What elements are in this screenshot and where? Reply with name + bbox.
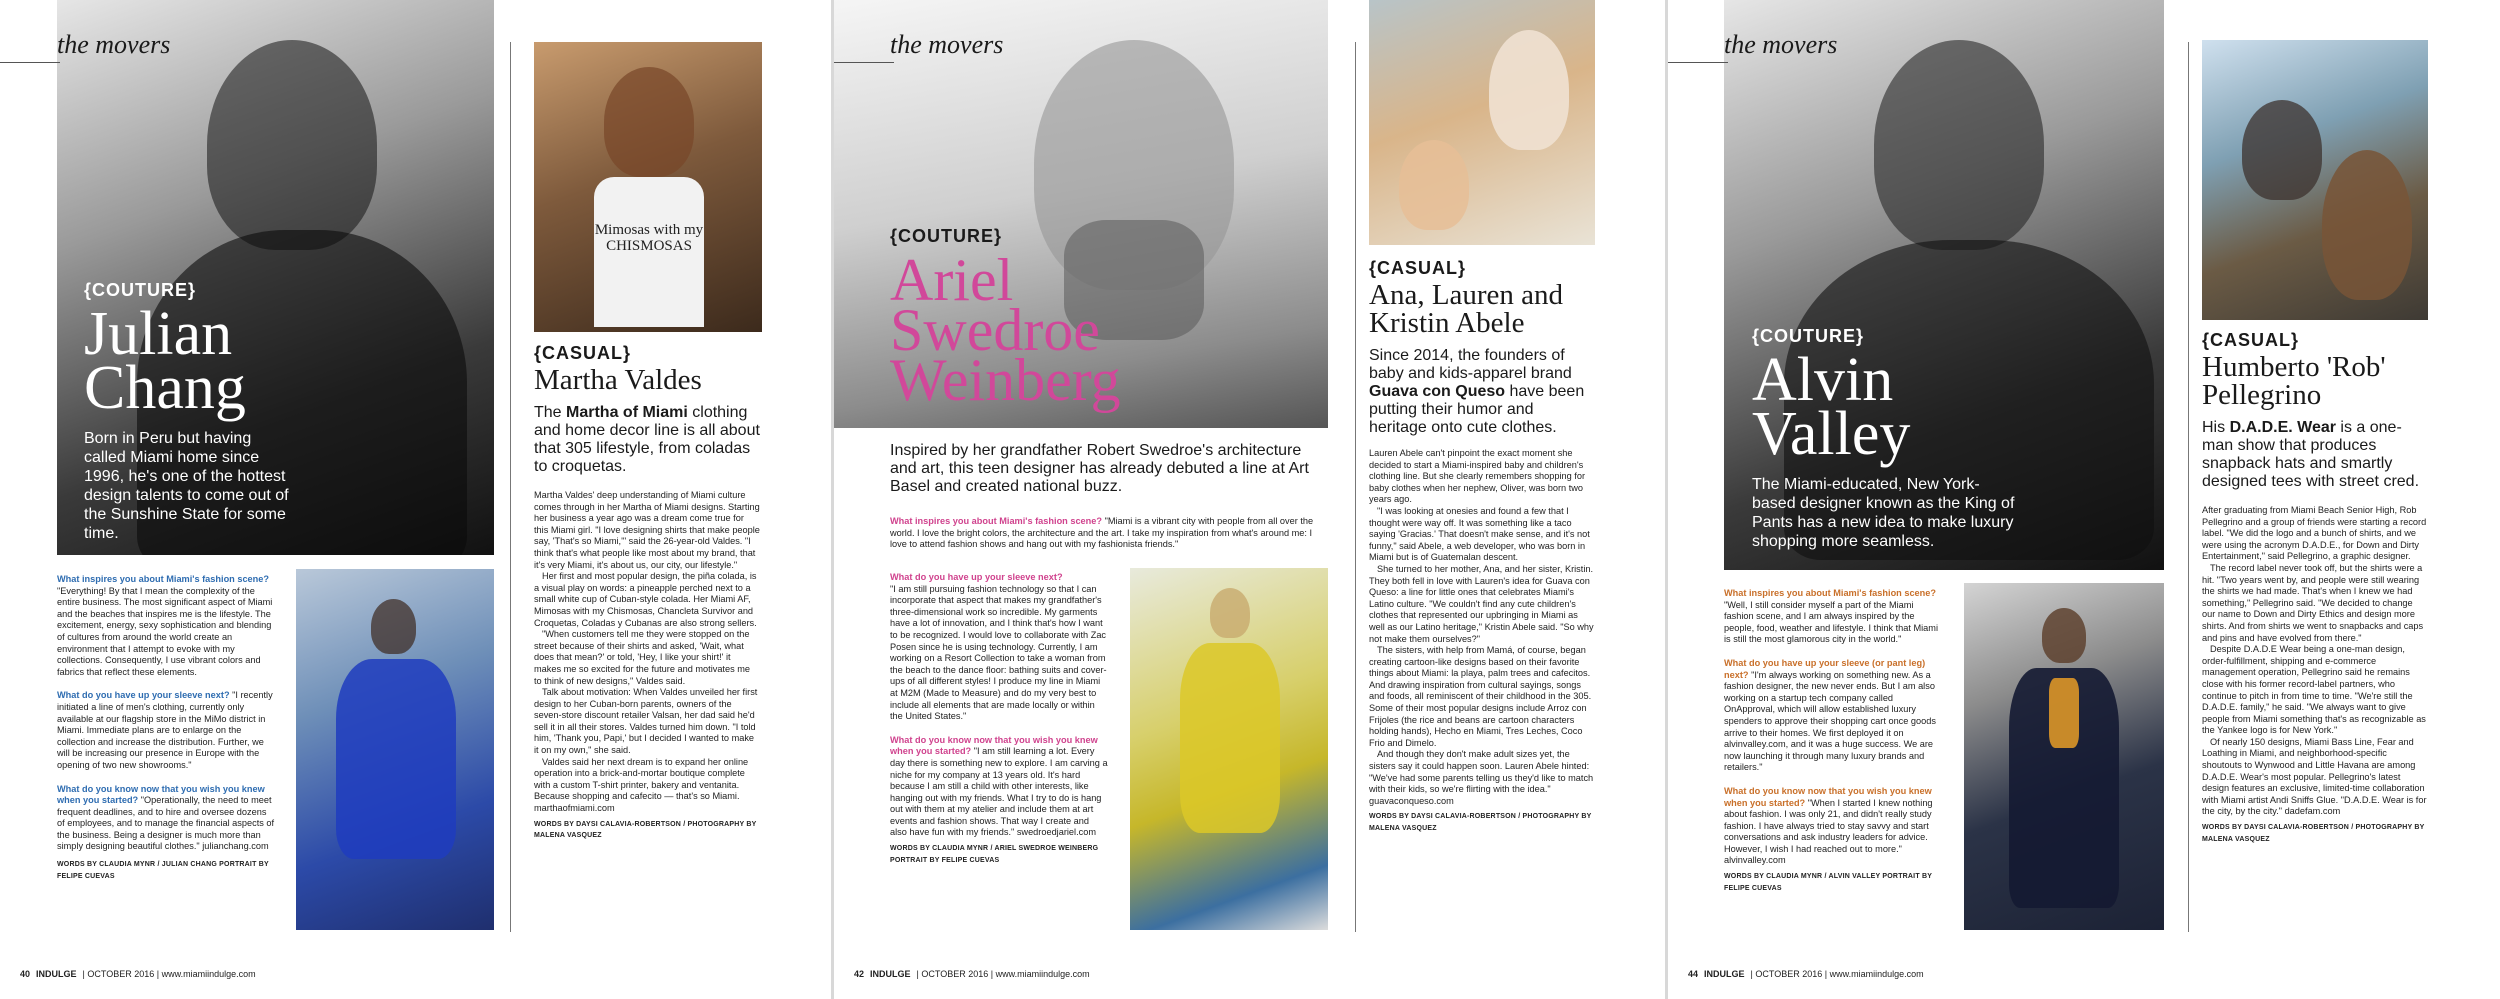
casual-designer-name-line1: Humberto 'Rob' bbox=[2202, 351, 2386, 383]
photo-credit: WORDS BY CLAUDIA MYNR / JULIAN CHANG PORTRAIT BY FELIPE CUEVAS bbox=[57, 861, 269, 880]
qa-question: What inspires you about Miami's fashion scene? bbox=[890, 516, 1103, 526]
guava-con-queso-kids-photo bbox=[1369, 0, 1595, 245]
top-rule bbox=[834, 62, 894, 63]
body-paragraph: Her first and most popular design, the piña colada, is a visual play on words: a pineapple perched next to a small white cup of Cuban-style colada. Her Miami AF, Mimosas with my Chismosas, Chancleta Survivor and Croquetas, Coladas y Cubanas are also strong sellers. bbox=[534, 571, 757, 628]
blue-dress-shape bbox=[336, 659, 456, 859]
brand-name: Martha of Miami bbox=[566, 404, 688, 421]
body-paragraph: And though they don't make adult sizes yet, the sisters say it could happen soon. Lauren Abele hinted: "We've had some parents telling us they'd like to match with their kids, so we're flirting with the idea." guavaconqueso.com bbox=[1369, 749, 1594, 806]
ariel-qa bbox=[890, 572, 1108, 866]
abele-header bbox=[1369, 258, 1595, 437]
toddler-shape bbox=[1489, 30, 1569, 150]
julian-chang-qa bbox=[57, 574, 275, 882]
designer-deck: The Miami-educated, New York-based designer known as the King of Pants has a new idea to make luxury shopping more seamless. bbox=[1752, 476, 2015, 550]
ariel-title-block bbox=[890, 226, 1190, 413]
qa-question: What do you have up your sleeve next? bbox=[890, 572, 1063, 582]
magazine-name: INDULGE bbox=[36, 969, 77, 979]
body-paragraph: Martha Valdes' deep understanding of Miami culture comes through in her Martha of Miami designs. Starting her business a year ago was a dream come true for this Miami girl. "I love designing shirts that make people say, 'That's so Miami,'" said the 26-year-old Valdes. "I think that's what people like most about my brand, that it's very Miami, it's about us, our city, our lifestyle." bbox=[534, 490, 760, 570]
couture-tag: {COUTURE} bbox=[84, 280, 197, 300]
julian-chang-title-block bbox=[84, 280, 294, 543]
navy-suit-photo bbox=[1964, 583, 2164, 930]
floral-dress-photo bbox=[1130, 568, 1328, 930]
designer-name-line2: Swedroe bbox=[890, 297, 1100, 363]
pellegrino-header bbox=[2202, 330, 2428, 491]
qa-answer: "Miami is a vibrant city with people from all over the world. I love the bright colors, the architecture and the art. I take my inspiration from what's around me: I love to attend fashion shows and hang out with my fashionista friends." bbox=[890, 516, 1314, 550]
deck-text: have been putting their humor and heritage onto cute clothes. bbox=[1369, 383, 1585, 436]
body-paragraph: "I was looking at onesies and found a few that I thought were way off. It was something like a taco saying 'Gracias.' That doesn't make sense, and it's not funny," said Abele, a web developer, who was born in Miami but is of Guatemalan descent. bbox=[1369, 505, 1590, 563]
section-label: the movers bbox=[890, 30, 1004, 59]
casual-tag: {CASUAL} bbox=[1369, 258, 1467, 278]
designer-name-line3: Weinberg bbox=[890, 347, 1121, 413]
section-label: the movers bbox=[1724, 30, 1838, 59]
designer-name-line2: Valley bbox=[1752, 400, 1911, 468]
dog-shape bbox=[2322, 150, 2412, 300]
casual-designer-name-line2: Kristin Abele bbox=[1369, 307, 1525, 339]
qa-question: What do you have up your sleeve (or pant leg) next? bbox=[1724, 657, 1926, 680]
casual-designer-name-line1: Ana, Lauren and bbox=[1369, 279, 1564, 311]
floral-dress-shape bbox=[1180, 643, 1280, 833]
deck-text: Since 2014, the founders of baby and kids-apparel brand bbox=[1369, 347, 1572, 382]
subject-head-shape bbox=[604, 67, 694, 177]
blue-dress-photo bbox=[296, 569, 494, 930]
photo-credit: WORDS BY CLAUDIA MYNR / ALVIN VALLEY PORTRAIT BY FELIPE CUEVAS bbox=[1724, 873, 1932, 892]
brand-name: D.A.D.E. Wear bbox=[2229, 419, 2336, 436]
casual-designer-name-line2: Pellegrino bbox=[2202, 379, 2322, 411]
issue-date: OCTOBER 2016 bbox=[1755, 969, 1823, 979]
martha-valdes-body bbox=[534, 490, 760, 842]
body-paragraph: After graduating from Miami Beach Senior High, Rob Pellegrino and a group of friends were starting a record label. "We did the logo and a bunch of shirts, and we were using the acronym D.A.D.E., for Down and Dirty Entertainment," said Pellegrino, a graphic designer. bbox=[2202, 505, 2427, 562]
page-folio: 42 INDULGE | OCTOBER 2016 | www.miamiindulge.com bbox=[854, 969, 1090, 979]
body-paragraph: Talk about motivation: When Valdes unveiled her first design to her Cuban-born parents, owners of the seven-store discount retailer Valsan, her dad said he'd sell it in all their stores. Valdes turned him down. "I told him, 'Thank you, Papi,' but I decided I wanted to make it on my own," she said. bbox=[534, 687, 758, 756]
magazine-name: INDULGE bbox=[870, 969, 911, 979]
designer-name-line2: Chang bbox=[84, 354, 246, 422]
top-rule bbox=[0, 62, 60, 63]
body-paragraph: Of nearly 150 designs, Miami Bass Line, Fear and Loathing in Miami, and neighborhood-specific shoutouts to Wynwood and Little Havana are among D.A.D.E. Wear's most popular. Pellegrino's latest design features an exclusive, limited-time collaboration with Miami artist Andi Sniffs Glue. "D.A.D.E. Wear is for the city, by the city." dadefam.com bbox=[2202, 736, 2427, 817]
qa-question: What do you know now that you wish you knew when you started? bbox=[890, 734, 1098, 757]
column-divider bbox=[2188, 42, 2189, 932]
couture-tag: {COUTURE} bbox=[1752, 326, 1865, 346]
body-paragraph: "When customers tell me they were stopped on the street because of their shirts and asked, 'Wait, what does that mean?' or told, 'Hey, I like your shirt!' it makes me so excited for the future and motivates me to think of new designs," Valdes said. bbox=[534, 629, 751, 686]
casual-designer-name: Martha Valdes bbox=[534, 364, 702, 396]
qa-answer: "When I started I knew nothing about fashion. I was only 21, and didn't really study fashion. I have always tried to stay savvy and start conversations and ask industry leaders for advice. However, I wish I had reached out to more." alvinvalley.com bbox=[1724, 797, 1933, 866]
rob-pellegrino-photo bbox=[2202, 40, 2428, 320]
alvin-valley-qa bbox=[1724, 588, 1942, 894]
website: www.miamiindulge.com bbox=[161, 969, 256, 979]
website: www.miamiindulge.com bbox=[995, 969, 1090, 979]
qa-answer: "I'm always working on something new. As a fashion designer, the new never ends. But I am also working on a startup tech company called OnApproval, which will allow established luxury spenders to approve their shopping cart once goods arrive to their homes. We first deployed it on alvinvalley.com, and it was a huge success. We are now launching it through many luxury brands and retailers." bbox=[1724, 669, 1936, 773]
abele-body bbox=[1369, 448, 1595, 835]
qa-answer: "I am still learning a lot. Every day there is something new to explore. I am carving a niche for my company at 13 years old. It's hard because I am still a child with other interests, like hanging out with my friends. What I try to do is hang out with them at my atelier and include them at art events and fashion shows. That way I create and also have fun with my friends." swedroedjariel.com bbox=[890, 746, 1108, 838]
magazine-name: INDULGE bbox=[1704, 969, 1745, 979]
casual-deck bbox=[1369, 347, 1595, 437]
portrait-head-shape bbox=[207, 40, 377, 250]
martha-valdes-header bbox=[534, 343, 760, 476]
body-paragraph: Valdes said her next dream is to expand her online operation into a brick-and-mortar boutique complete with a custom T-shirt printer, bakery and ventanita. Because shopping and cafecito — that's so Miami. marthaofmiami.com bbox=[534, 756, 749, 814]
subject-head-shape bbox=[2242, 100, 2322, 200]
ariel-qa-q1 bbox=[890, 516, 1328, 551]
model-head-shape bbox=[371, 599, 416, 654]
issue-date: OCTOBER 2016 bbox=[921, 969, 989, 979]
issue-date: OCTOBER 2016 bbox=[87, 969, 155, 979]
body-paragraph: The sisters, with help from Mamá, of course, began creating cartoon-like designs based on their favorite things about Miami: la playa, palm trees and cafecitos. And drawing inspiration from cultural sayings, songs and foods, all reminiscent of their childhood in the 305. Some of their most popular designs include Arroz con Frijoles (the rice and beans are cartoon characters holding hands), Hecho en Miami, Tres Leches, Coco Frio and Dimelo. bbox=[1369, 645, 1592, 748]
page-folio: 40 INDULGE | OCTOBER 2016 | www.miamiindulge.com bbox=[20, 969, 256, 979]
casual-tag: {CASUAL} bbox=[2202, 330, 2300, 350]
designer-name-line1: Alvin bbox=[1752, 346, 1894, 414]
qa-answer: "I recently initiated a line of men's clothing, currently only available at our flagship store in the MiMo district in Miami. Immediate plans are to enlarge on the collection and increase the distribution. Further, we will be increasing our presence in Europe with the opening of two new showrooms." bbox=[57, 690, 273, 770]
photo-credit: WORDS BY CLAUDIA MYNR / ARIEL SWEDROE WEINBERG PORTRAIT BY FELIPE CUEVAS bbox=[890, 845, 1099, 864]
qa-question: What inspires you about Miami's fashion scene? bbox=[1724, 588, 1937, 598]
casual-tag: {CASUAL} bbox=[534, 343, 632, 363]
qa-question: What inspires you about Miami's fashion scene? bbox=[57, 574, 270, 584]
qa-answer: "I am still pursuing fashion technology so that I can incorporate that aspect that makes my grandfather's three-dimensional work so incredible. My garments have a lot of innovation, and I think that's how I want to be recognized. I would love to collaborate with Zac Posen since he is using technology. Currently, I am working on a Resort Collection to take a woman from the beach to the dance floor: bathing suits and cover-ups of all different styles! I produce my line in Miami at M2M (Made to Measure) and do my very best to include all elements that are made locally or within the United States." bbox=[890, 583, 1107, 722]
body-paragraph: The record label never took off, but the shirts were a hit. "Two years went by, and people were still wearing the shirts we had made. That's when I knew we had something," Pellegrino said. "We decided to change our name to Down and Dirty Ethics and design more shirts. And from shirts we went to snapbacks and caps and pins and have evolved from there." bbox=[2202, 562, 2424, 643]
deck-text: His bbox=[2202, 419, 2230, 436]
page-number: 44 bbox=[1688, 969, 1699, 979]
photo-credit: WORDS BY DAYSI CALAVIA-ROBERTSON / PHOTOGRAPHY BY MALENA VASQUEZ bbox=[2202, 824, 2425, 843]
casual-deck bbox=[2202, 419, 2428, 491]
body-paragraph: She turned to her mother, Ana, and her sister, Kristin. They both fell in love with Lauren's idea for Guava con Queso: a line for little ones that celebrates Miami's Latino culture. "We couldn't find any cute children's clothes that represented our upbringing in Miami as well as our Latino heritage," Kristin Abele said. "So why not make them ourselves?" bbox=[1369, 563, 1594, 644]
martha-valdes-photo bbox=[534, 42, 762, 332]
page-number: 42 bbox=[854, 969, 865, 979]
photo-credit: WORDS BY DAYSI CALAVIA-ROBERTSON / PHOTOGRAPHY BY MALENA VASQUEZ bbox=[534, 820, 757, 840]
page-folio: 44 INDULGE | OCTOBER 2016 | www.miamiindulge.com bbox=[1688, 969, 1924, 979]
body-paragraph: Lauren Abele can't pinpoint the exact moment she decided to start a Miami-inspired baby and children's clothing line. But she clearly remembers shopping for baby clothes when her nephew, Oliver, was born two years ago. bbox=[1369, 448, 1586, 505]
yellow-top-shape bbox=[2049, 678, 2079, 748]
couture-tag: {COUTURE} bbox=[890, 226, 1003, 246]
page-42 bbox=[834, 0, 1665, 999]
page-44 bbox=[1668, 0, 2500, 999]
section-label: the movers bbox=[57, 30, 171, 59]
mimosas-shirt-graphic: Mimosas with my CHISMOSAS bbox=[594, 177, 704, 327]
deck-text: is a one-man show that produces snapback hats and smartly designed tees with street cred. bbox=[2202, 419, 2420, 490]
body-paragraph: Despite D.A.D.E Wear being a one-man design, order-fulfillment, shipping and e-commerce management operation, Pellegrino said he remains close with his former record-label partners, who continue to pitch in from time to time. "We're still the D.A.D.E. family," he said. "We always want to give people from Miami something that's as recognizable as the Yankee logo is for New York." bbox=[2202, 644, 2426, 736]
deck-text: clothing and home decor line is all about that 305 lifestyle, from coladas to croquetas. bbox=[534, 404, 760, 475]
page-number: 40 bbox=[20, 969, 31, 979]
alvin-valley-title-block bbox=[1752, 326, 2022, 551]
model-head-shape bbox=[2042, 608, 2086, 663]
model-head-shape bbox=[1210, 588, 1250, 638]
designer-name-line1: Ariel bbox=[890, 247, 1014, 313]
designer-deck: Born in Peru but having called Miami home since 1996, he's one of the hottest design talents to come out of the Sunshine State for some time. bbox=[84, 430, 289, 542]
qa-answer: "Everything! By that I mean the complexity of the entire business. The most significant aspect of Miami and the beaches that inspires me is the lifestyle. The excitement, energy, sexy sophistication and blending of cultures from around the world create an environment that I attempt to evoke with my collections. Consequently, I use vibrant colors and fabrics that reflect these elements. bbox=[57, 585, 273, 677]
deck-text: The bbox=[534, 404, 567, 421]
column-divider bbox=[510, 42, 511, 932]
casual-deck bbox=[534, 404, 760, 476]
top-rule bbox=[1668, 62, 1728, 63]
qa-answer: "Well, I still consider myself a part of the Miami fashion scene, and I am always inspired by the people, food, weather and lifestyle. I think that Miami is still the most glamorous city in the world." bbox=[1724, 599, 1938, 645]
ariel-deck: Inspired by her grandfather Robert Swedroe's architecture and art, this teen designer has already debuted a line at Art Basel and created national buzz. bbox=[890, 442, 1309, 495]
pellegrino-body bbox=[2202, 505, 2428, 845]
qa-answer: "Operationally, the need to meet frequent deadlines, and to hire and oversee dozens of employees, and to manage the financial aspects of the business. Being a designer is much more than simply designing beautiful clothes." julianchang.com bbox=[57, 795, 275, 852]
qa-question: What do you know now that you wish you knew when you started? bbox=[57, 783, 265, 806]
column-divider bbox=[1355, 42, 1356, 932]
photo-credit: WORDS BY DAYSI CALAVIA-ROBERTSON / PHOTOGRAPHY BY MALENA VASQUEZ bbox=[1369, 813, 1592, 832]
baby-shape bbox=[1399, 140, 1469, 230]
designer-name-line1: Julian bbox=[84, 300, 233, 368]
page-40 bbox=[0, 0, 831, 999]
portrait-head-shape bbox=[1874, 40, 2044, 250]
qa-question: What do you know now that you wish you knew when you started? bbox=[1724, 785, 1932, 808]
website: www.miamiindulge.com bbox=[1829, 969, 1924, 979]
brand-name: Guava con Queso bbox=[1369, 383, 1506, 400]
qa-question: What do you have up your sleeve next? bbox=[57, 690, 230, 701]
